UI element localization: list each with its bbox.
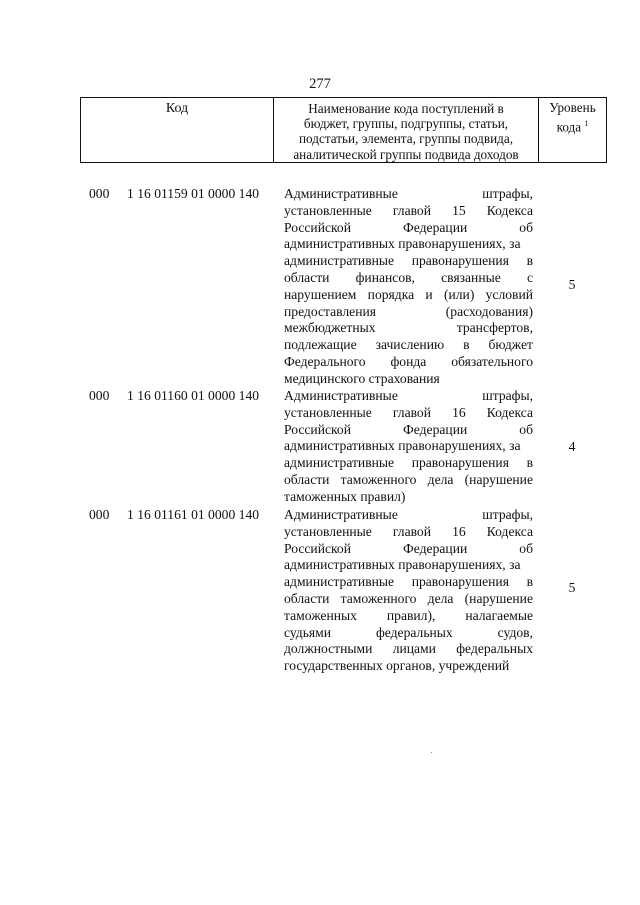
description-line: Российской Федерации об	[284, 540, 533, 556]
description-line: Административные штрафы,	[284, 186, 533, 201]
header-name-line: подстатьи, элемента, группы подвида,	[299, 131, 513, 147]
description-line: административные правонарушения в	[284, 253, 533, 269]
description-line: Федерального фонда обязательного	[284, 353, 533, 369]
description-line: административных правонарушениях, за	[284, 438, 521, 454]
row-level: 4	[568, 439, 576, 454]
scan-speck	[431, 752, 432, 753]
description-line: установленные главой 16 Кодекса	[284, 523, 533, 539]
description-line: установленные главой 16 Кодекса	[284, 404, 533, 420]
header-code-label: Код	[165, 101, 189, 116]
row-prefix: 000	[89, 186, 110, 201]
description-line: административные правонарушения в	[284, 455, 533, 471]
description-line: межбюджетных трансфертов,	[284, 320, 533, 336]
description-line: медицинского страхования	[284, 370, 440, 386]
description-line: судьями федеральных судов,	[284, 624, 533, 640]
row-description	[284, 507, 533, 675]
description-line: административных правонарушениях, за	[284, 557, 521, 573]
header-level-line2	[539, 116, 606, 135]
header-level-line1: Уровень	[549, 100, 596, 115]
description-line: Административные штрафы,	[284, 388, 533, 403]
description-line: Российской Федерации об	[284, 219, 533, 235]
row-code: 1 16 01161 01 0000 140	[127, 507, 260, 522]
description-line: Административные штрафы,	[284, 507, 533, 522]
description-line: Российской Федерации об	[284, 421, 533, 437]
description-line: предоставления (расходования)	[284, 303, 533, 319]
header-name-line: аналитической группы подвида доходов	[293, 146, 519, 162]
description-line: области таможенного дела (нарушение	[284, 471, 533, 487]
header-level-kod: кода	[556, 119, 582, 135]
table-header	[80, 97, 607, 163]
header-level-column	[539, 98, 606, 162]
header-name-line: Наименование кода поступлений в	[308, 101, 504, 116]
row-code: 1 16 01159 01 0000 140	[127, 186, 260, 201]
row-description	[284, 186, 533, 388]
description-line: области финансов, связанные с	[284, 269, 533, 285]
description-line: административных правонарушениях, за	[284, 236, 521, 252]
description-line: таможенных правил)	[284, 488, 406, 504]
row-level: 5	[568, 580, 576, 595]
description-line: таможенных правил), налагаемые	[284, 607, 533, 623]
header-name-column	[274, 98, 539, 162]
row-code: 1 16 01160 01 0000 140	[127, 388, 260, 403]
description-line: государственных органов, учреждений	[284, 658, 510, 674]
description-line: подлежащие зачислению в бюджет	[284, 337, 533, 353]
footnote-marker: 1	[584, 119, 589, 128]
row-prefix: 000	[89, 388, 110, 403]
description-line: должностными лицами федеральных	[284, 641, 533, 657]
description-line: нарушением порядка и (или) условий	[284, 286, 533, 302]
header-code-column	[81, 98, 274, 162]
row-prefix: 000	[89, 507, 110, 522]
row-description	[284, 388, 533, 506]
page-number: 277	[309, 76, 331, 92]
description-line: области таможенного дела (нарушение	[284, 590, 533, 606]
description-line: административные правонарушения в	[284, 574, 533, 590]
row-level: 5	[568, 277, 576, 292]
header-name-line: бюджет, группы, подгруппы, статьи,	[303, 116, 509, 132]
description-line: установленные главой 15 Кодекса	[284, 202, 533, 218]
